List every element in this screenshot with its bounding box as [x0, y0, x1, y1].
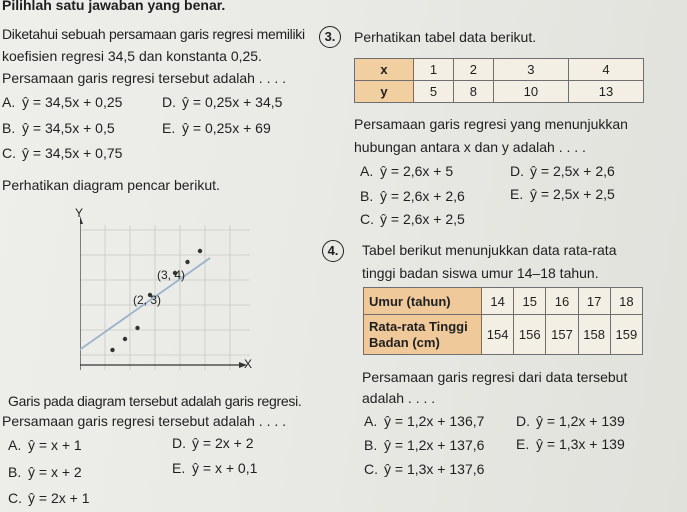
regression-line [80, 258, 210, 358]
q4-header-cell: 14 [482, 288, 514, 315]
q4-option-d[interactable]: D. ŷ = 1,2x + 139 [516, 413, 625, 429]
q3-row-y [355, 81, 644, 103]
q1b-option-a[interactable]: A. ŷ = x + 1 [8, 437, 82, 453]
q4-option-b[interactable]: B. ŷ = 1,2x + 137,6 [364, 437, 485, 453]
q2-option-d[interactable]: D. ŷ = 0,25x + 34,5 [162, 94, 283, 110]
q3-cell: 8 [453, 81, 493, 103]
q3-cell: 1 [414, 59, 454, 81]
q4-line-2: tinggi badan siswa umur 14–18 tahun. [362, 265, 599, 281]
grid [80, 225, 253, 371]
q3-option-d[interactable]: D. ŷ = 2,5x + 2,6 [510, 163, 615, 179]
q4-option-e[interactable]: E. ŷ = 1,3x + 139 [516, 436, 625, 452]
q3-cell: 13 [568, 81, 643, 103]
q4-value-cell: 158 [578, 315, 610, 355]
q4-value-cell: 157 [546, 315, 578, 355]
q3-intro: Perhatikan tabel data berikut. [354, 29, 537, 45]
q2-option-c[interactable]: C. ŷ = 34,5x + 0,75 [2, 145, 123, 161]
scatter-intro: Perhatikan diagram pencar berikut. [2, 177, 220, 193]
q4-data-table [363, 287, 643, 355]
point-label-2-3: (2, 3) [133, 293, 162, 307]
q4-option-c[interactable]: C. ŷ = 1,3x + 137,6 [364, 461, 485, 477]
q3-cell: y [355, 81, 414, 103]
q4-row-label: Rata-rata Tinggi Badan (cm) [364, 315, 482, 355]
q3-cell: x [355, 59, 414, 81]
instruction-header: Pilihlah satu jawaban yang benar. [2, 0, 226, 13]
q4-header-cell: 17 [578, 288, 610, 315]
q2-line-2: koefisien regresi 34,5 dan konstanta 0,25. [2, 48, 262, 64]
scatter-point [123, 337, 127, 341]
q3-cell: 3 [493, 59, 568, 81]
q1b-option-b[interactable]: B. ŷ = x + 2 [8, 464, 82, 480]
q4-header-cell: Umur (tahun) [364, 288, 482, 315]
q3-cell: 4 [568, 59, 643, 81]
q4-header-cell: 16 [546, 288, 578, 315]
q2-line-3: Persamaan garis regresi tersebut adalah . . . . [2, 70, 287, 86]
q3-number-badge: 3. [319, 26, 341, 48]
q4-line-4: adalah . . . . [362, 390, 436, 406]
q4-value-cell: 154 [482, 315, 514, 355]
scatter-point [110, 348, 114, 352]
q3-row-x [355, 59, 644, 81]
scatter-point [198, 249, 202, 253]
q3-data-table [354, 58, 644, 103]
q4-value-cell: 156 [514, 315, 546, 355]
q4-line-1: Tabel berikut menunjukkan data rata-rata [362, 242, 617, 258]
q1b-line-2: Persamaan garis regresi tersebut adalah . . . . [2, 413, 287, 429]
q4-header-cell: 15 [514, 288, 546, 315]
q2-line-1: Diketahui sebuah persamaan garis regresi memiliki [2, 26, 305, 42]
q3-line-1: Persamaan garis regresi yang menunjukkan [354, 116, 628, 132]
q4-number-badge: 4. [322, 240, 344, 262]
q2-option-a[interactable]: A. ŷ = 34,5x + 0,25 [2, 94, 123, 110]
q4-value-row [364, 315, 643, 355]
x-axis-label: X [244, 357, 253, 371]
q4-line-3: Persamaan garis regresi dari data tersebut [362, 369, 628, 385]
scatter-point [185, 260, 189, 264]
q3-option-a[interactable]: A. ŷ = 2,6x + 5 [360, 163, 454, 179]
point-label-3-4: (3, 4) [157, 268, 186, 282]
q1b-option-c[interactable]: C. ŷ = 2x + 1 [8, 490, 90, 506]
scatter-point [135, 326, 139, 330]
scatter-diagram [80, 210, 270, 370]
q2-option-b[interactable]: B. ŷ = 34,5x + 0,5 [2, 120, 115, 136]
y-axis-label: Y [75, 206, 84, 220]
q3-option-b[interactable]: B. ŷ = 2,6x + 2,6 [360, 188, 465, 204]
q1b-line-1: Garis pada diagram tersebut adalah garis regresi. [8, 393, 302, 409]
q4-option-a[interactable]: A. ŷ = 1,2x + 136,7 [364, 413, 485, 429]
q3-cell: 10 [493, 81, 568, 103]
q3-option-c[interactable]: C. ŷ = 2,6x + 2,5 [360, 211, 465, 227]
q2-option-e[interactable]: E. ŷ = 0,25x + 69 [162, 120, 271, 136]
q3-option-e[interactable]: E. ŷ = 2,5x + 2,5 [510, 186, 615, 202]
q3-line-2: hubungan antara x dan y adalah . . . . [354, 139, 586, 155]
q4-header-row [364, 288, 643, 315]
q1b-option-d[interactable]: D. ŷ = 2x + 2 [172, 435, 254, 451]
q1b-option-e[interactable]: E. ŷ = x + 0,1 [172, 460, 258, 476]
q4-value-cell: 159 [610, 315, 642, 355]
q3-cell: 5 [414, 81, 454, 103]
q3-cell: 2 [453, 59, 493, 81]
q4-header-cell: 18 [610, 288, 642, 315]
